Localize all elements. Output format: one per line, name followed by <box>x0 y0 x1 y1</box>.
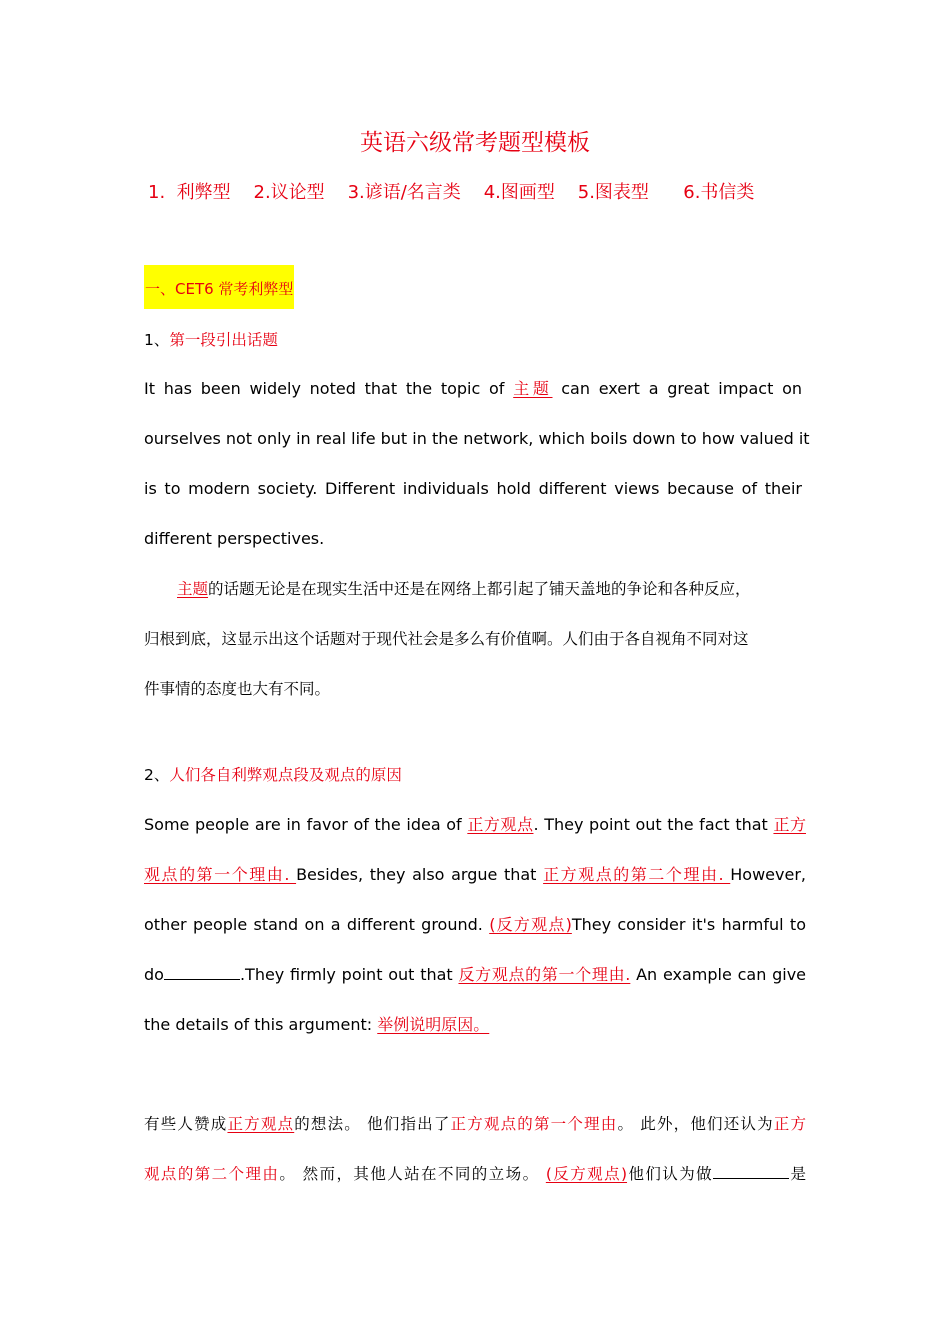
para2-zh-line1 <box>144 1112 806 1136</box>
fill-in-blank <box>713 1162 789 1179</box>
para2-en-line5 <box>144 1013 489 1037</box>
text-segment: the details of this argument: <box>144 1015 378 1034</box>
placeholder-con-reason1: 反方观点的第一个理由. <box>458 965 631 984</box>
text-segment: Besides, they also argue that <box>296 865 544 884</box>
para1-zh-line1 <box>177 577 751 601</box>
placeholder-pro-view-zh: 正方观点 <box>227 1115 295 1133</box>
para2-en-line2 <box>144 863 806 887</box>
para1-number: 1、 <box>144 331 170 349</box>
placeholder-pro-reason1-start: 正方 <box>773 815 806 834</box>
text-segment: . They point out the fact that <box>533 815 774 834</box>
para1-en-line3: is to modern society. Different individuals hold different views because of their <box>144 479 802 498</box>
placeholder-pro-view: 正方观点 <box>467 815 534 834</box>
text-segment: .They firmly point out that <box>239 965 459 984</box>
text-segment: 的想法。 他们指出了 <box>294 1115 451 1133</box>
para1-en-line4: different perspectives. <box>144 529 325 548</box>
text-segment: An example can give <box>630 965 807 984</box>
placeholder-topic-zh: 主题 <box>177 580 209 598</box>
placeholder-pro-reason2: 正方观点的第二个理由. <box>543 865 731 884</box>
para1-label: 第一段引出话题 <box>169 331 278 349</box>
text-segment: It has been widely noted that the topic of <box>144 379 514 398</box>
para2-zh-line2 <box>144 1162 806 1186</box>
para2-number: 2、 <box>144 766 170 784</box>
para1-en-line1 <box>144 377 802 401</box>
para2-label: 人们各自利弊观点段及观点的原因 <box>169 766 402 784</box>
placeholder-pro-reason2-zh-start: 正方 <box>773 1115 806 1133</box>
para2-heading <box>144 763 402 787</box>
placeholder-con-view: (反方观点) <box>489 915 572 934</box>
document-title: 英语六级常考题型模板 <box>360 130 590 156</box>
para1-zh-line2: 归根到底，这显示出这个话题对于现代社会是多么有价值啊。人们由于各自视角不同对这 <box>144 630 749 648</box>
text-segment: other people stand on a different ground. <box>144 915 490 934</box>
text-segment: 有些人赞成 <box>144 1115 228 1133</box>
section-heading-highlighted: 一、CET6 常考利弊型 <box>144 265 294 309</box>
text-segment: They consider it's harmful to <box>571 915 806 934</box>
text-segment: can exert a great impact on <box>552 379 803 398</box>
placeholder-pro-reason1-zh: 正方观点的第一个理由 <box>450 1115 618 1133</box>
text-segment: 是 <box>789 1165 806 1183</box>
placeholder-example: 举例说明原因。 <box>377 1015 490 1034</box>
fill-in-blank <box>164 963 240 980</box>
placeholder-pro-reason2-zh-end: 观点的第二个理由 <box>144 1165 280 1183</box>
para1-heading <box>144 328 278 352</box>
text-segment: do <box>144 965 164 984</box>
text-segment: 。 此外，他们还认为 <box>617 1115 774 1133</box>
text-segment: Some people are in favor of the idea of <box>144 815 468 834</box>
text-segment: 他们认为做 <box>627 1165 714 1183</box>
text-segment: 的话题无论是在现实生活中还是在网络上都引起了铺天盖地的争论和各种反应， <box>208 580 751 598</box>
para2-en-line4 <box>144 963 806 987</box>
para1-zh-line3: 件事情的态度也大有不同。 <box>144 680 331 698</box>
placeholder-topic: 主题 <box>513 379 553 398</box>
placeholder-pro-reason1-end: 观点的第一个理由. <box>144 865 297 884</box>
placeholder-con-view-zh: (反方观点) <box>545 1165 628 1183</box>
topic-type-list: 1. 利弊型 2.议论型 3.谚语/名言类 4.图画型 5.图表型 6.书信类 <box>148 182 755 203</box>
para2-en-line1 <box>144 813 806 837</box>
text-segment: 。 然而，其他人站在不同的立场。 <box>279 1165 546 1183</box>
para1-en-line2: ourselves not only in real life but in the network, which boils down to how valued it <box>144 429 810 448</box>
para2-en-line3 <box>144 913 806 937</box>
text-segment: However, <box>730 865 806 884</box>
